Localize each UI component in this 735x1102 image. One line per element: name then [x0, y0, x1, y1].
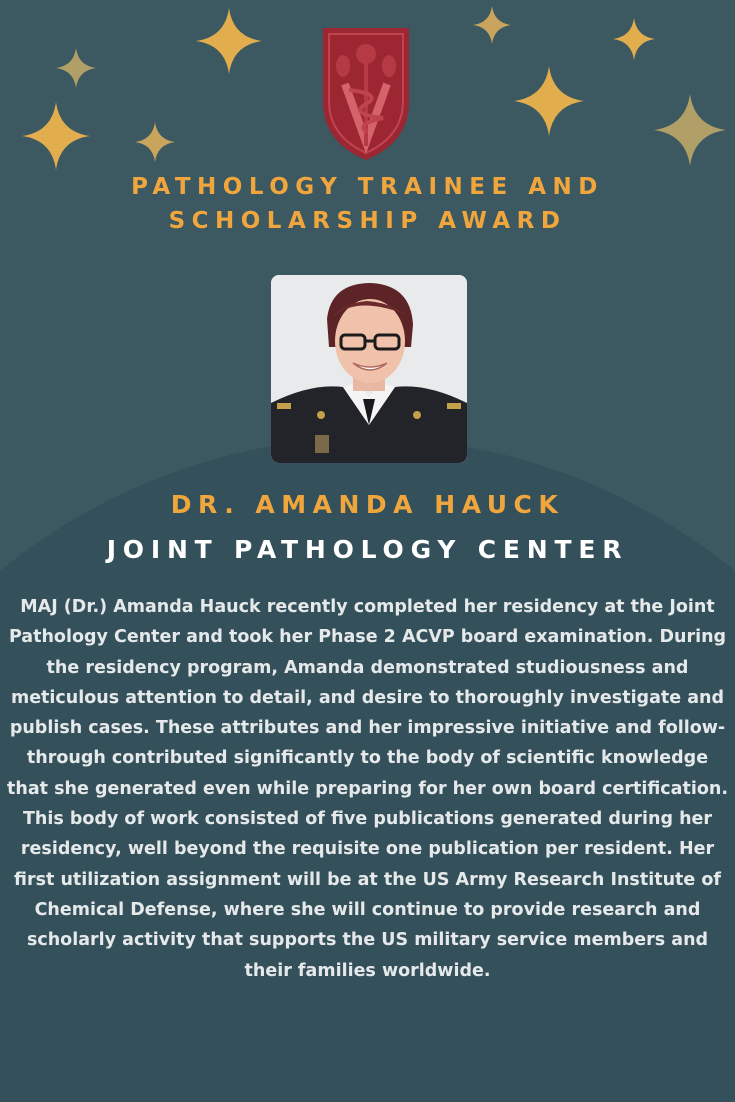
sparkle-star-icon	[613, 18, 655, 60]
sparkle-star-icon	[514, 66, 584, 136]
recipient-organization: JOINT PATHOLOGY CENTER	[106, 535, 629, 564]
recipient-name: DR. AMANDA HAUCK	[170, 490, 565, 519]
award-title-line1: PATHOLOGY TRAINEE AND	[131, 174, 604, 200]
sparkle-star-icon	[56, 48, 96, 88]
sparkle-star-icon	[22, 102, 90, 170]
recipient-bio: MAJ (Dr.) Amanda Hauck recently completed her residency at the Joint Pathology Center and took her Phase 2 ACVP board examination. During the residency program, Amanda demonstrated studiousness and meticulous attention to detail, and desire to thoroughly investigate and publish cases. These attributes and her impressive initiative and follow-through contributed significantly to the body of scientific knowledge that she generated even while preparing for her own board certification. This body of work consisted of five publications generated during her residency, well beyond the requisite one publication per resident. Her first utilization assignment will be at the US Army Research Institute of Chemical Defense, where she will continue to provide research and scholarly activity that supports the US military service members and their families worldwide.	[7, 597, 728, 981]
recipient-photo	[271, 275, 467, 463]
sparkle-star-icon	[135, 122, 175, 162]
sparkle-star-icon	[654, 94, 726, 166]
acvp-shield-logo	[319, 24, 413, 162]
sparkle-star-icon	[473, 6, 511, 44]
award-title-line2: SCHOLARSHIP AWARD	[168, 208, 567, 234]
sparkle-star-icon	[196, 8, 262, 74]
